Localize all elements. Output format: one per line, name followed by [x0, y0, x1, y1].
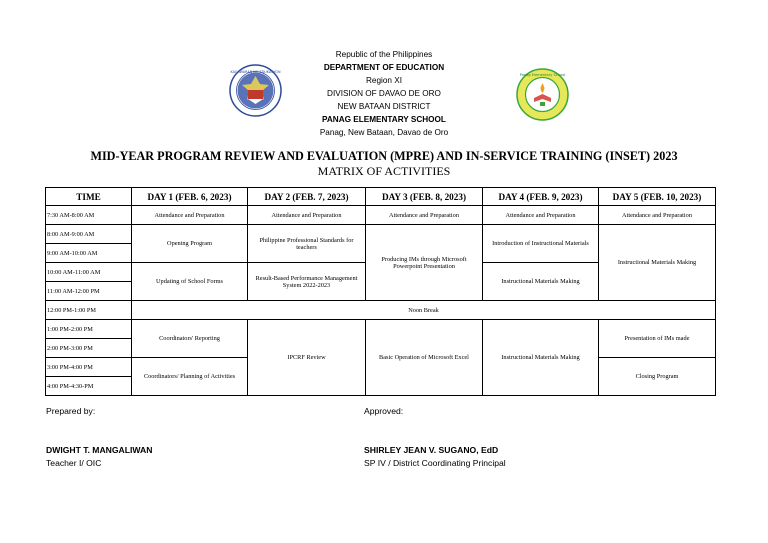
- approved-label: Approved:: [364, 406, 404, 416]
- time-cell: 9:00 AM-10:00 AM: [46, 244, 132, 263]
- prepared-by-role: Teacher I/ OIC: [46, 458, 102, 468]
- header-time: TIME: [46, 188, 132, 206]
- header-day2: DAY 2 (FEB. 7, 2023): [248, 188, 366, 206]
- table-header-row: [46, 188, 716, 206]
- school-seal-icon: [516, 68, 569, 121]
- region-line: Region XI: [366, 76, 402, 85]
- division-line: DIVISION OF DAVAO DE ORO: [327, 89, 441, 98]
- table-row: [46, 320, 716, 339]
- day2-attendance: Attendance and Preparation: [248, 206, 366, 225]
- day4-im-making-am: Instructional Materials Making: [483, 263, 599, 301]
- noon-break: Noon Break: [132, 301, 716, 320]
- time-cell: 12:00 PM-1:00 PM: [46, 301, 132, 320]
- letterhead: [0, 44, 768, 140]
- letterhead-text: [0, 48, 768, 139]
- day1-opening-program: Opening Program: [132, 225, 248, 263]
- day4-attendance: Attendance and Preparation: [483, 206, 599, 225]
- day1-attendance: Attendance and Preparation: [132, 206, 248, 225]
- day5-attendance: Attendance and Preparation: [599, 206, 716, 225]
- school-line: PANAG ELEMENTARY SCHOOL: [322, 115, 446, 124]
- prepared-by-name: DWIGHT T. MANGALIWAN: [46, 445, 153, 455]
- department-line: DEPARTMENT OF EDUCATION: [323, 63, 445, 72]
- header-day3: DAY 3 (FEB. 8, 2023): [366, 188, 483, 206]
- activity-matrix-table: [45, 187, 716, 396]
- time-cell: 1:00 PM-2:00 PM: [46, 320, 132, 339]
- page-subtitle: MATRIX OF ACTIVITIES: [317, 164, 451, 178]
- header-day1: DAY 1 (FEB. 6, 2023): [132, 188, 248, 206]
- deped-seal-lettering: KAGAWARAN NG EDUKASYON: [230, 70, 281, 74]
- day4-introduction-ims: Introduction of Instructional Materials: [483, 225, 599, 263]
- time-cell: 7:30 AM-8:00 AM: [46, 206, 132, 225]
- day2-ppst: Philippine Professional Standards for teachers: [248, 225, 366, 263]
- district-line: NEW BATAAN DISTRICT: [337, 102, 431, 111]
- time-cell: 8:00 AM-9:00 AM: [46, 225, 132, 244]
- day5-im-making: Instructional Materials Making: [599, 225, 716, 301]
- header-day4: DAY 4 (FEB. 9, 2023): [483, 188, 599, 206]
- school-seal-lettering: Panag Elementary School: [519, 73, 566, 77]
- day3-producing-ims: Producing IMs through Microsoft Powerpoint Presentation: [366, 225, 483, 301]
- time-cell: 2:00 PM-3:00 PM: [46, 339, 132, 358]
- address-line: Panag, New Bataan, Davao de Oro: [319, 128, 449, 137]
- day5-closing-program: Closing Program: [599, 358, 716, 396]
- time-cell: 4:00 PM-4:30-PM: [46, 377, 132, 396]
- day3-excel-basics: Basic Operation of Microsoft Excel: [366, 320, 483, 396]
- header-day5: DAY 5 (FEB. 10, 2023): [599, 188, 716, 206]
- table-row: [46, 225, 716, 244]
- time-cell: 10:00 AM-11:00 AM: [46, 263, 132, 282]
- day1-coordinators-planning: Coordinators/ Planning of Activities: [132, 358, 248, 396]
- day4-im-making-pm: Instructional Materials Making: [483, 320, 599, 396]
- page-title: MID-YEAR PROGRAM REVIEW AND EVALUATION (MPRE) AND IN-SERVICE TRAINING (INSET) 2023: [90, 149, 678, 163]
- day1-updating-forms: Updating of School Forms: [132, 263, 248, 301]
- time-cell: 11:00 AM-12:00 PM: [46, 282, 132, 301]
- republic-line: Republic of the Philippines: [335, 50, 433, 59]
- day1-coordinators-reporting: Coordinators' Reporting: [132, 320, 248, 358]
- day2-ipcrf-review: IPCRF Review: [248, 320, 366, 396]
- approved-name: SHIRLEY JEAN V. SUGANO, EdD: [364, 445, 499, 455]
- table-row: [46, 301, 716, 320]
- prepared-by-label: Prepared by:: [46, 406, 96, 416]
- table-row: [46, 206, 716, 225]
- day3-attendance: Attendance and Preparation: [366, 206, 483, 225]
- approved-role: SP IV / District Coordinating Principal: [364, 458, 506, 468]
- day2-rpms: Result-Based Performance Management System 2022-2023: [248, 263, 366, 301]
- day5-presentation: Presentation of IMs made: [599, 320, 716, 358]
- time-cell: 3:00 PM-4:00 PM: [46, 358, 132, 377]
